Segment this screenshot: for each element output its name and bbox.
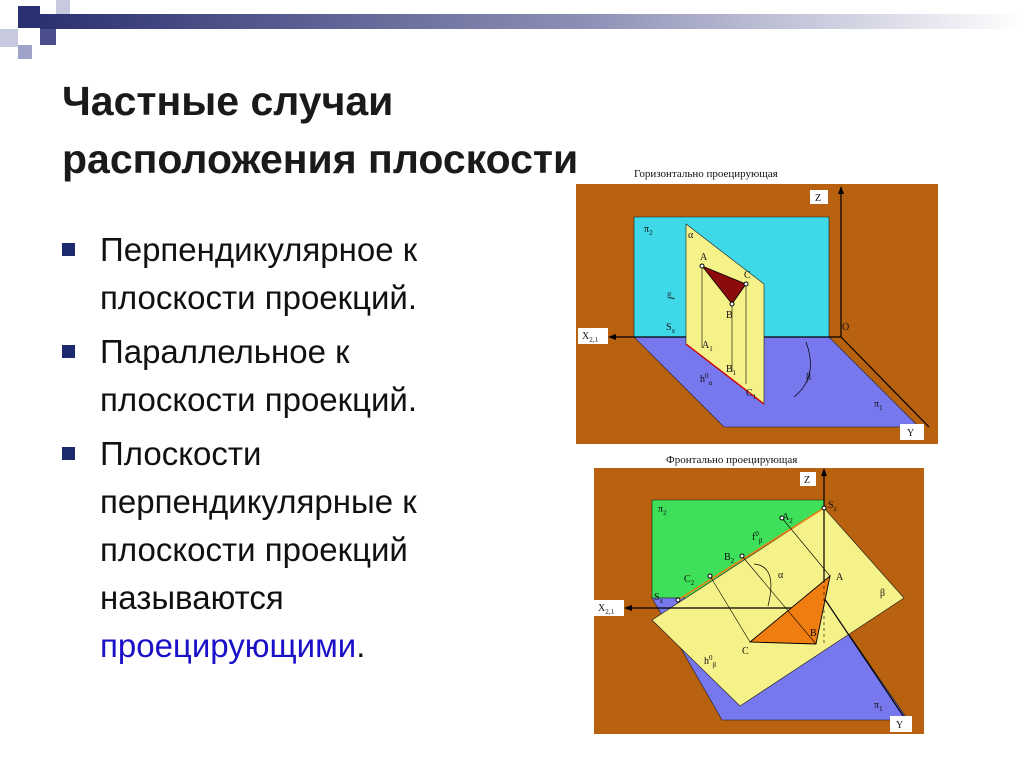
figure-horizontal-projecting xyxy=(574,162,942,446)
point-sz xyxy=(822,506,826,510)
label-pi1: $\pi_1$ xyxy=(874,399,883,412)
figure-caption: Фронтально проецирующая xyxy=(666,454,798,466)
highlight-term: проецирующими xyxy=(100,627,357,664)
bullet-text: Плоскости перпендикулярные к плоскости проекций называются xyxy=(100,435,417,616)
label-b1: $B_1$ xyxy=(726,364,737,377)
label-a: A xyxy=(836,572,844,583)
z-label: Z xyxy=(804,475,811,486)
y-label: Y xyxy=(907,428,915,439)
label-c: C xyxy=(742,646,749,657)
list-item xyxy=(62,430,502,670)
bullet-square-icon xyxy=(62,447,75,460)
label-f: $f^0_\beta$ xyxy=(752,530,763,545)
label-c: C xyxy=(744,270,751,281)
header-decoration xyxy=(0,0,1024,60)
label-alpha: α xyxy=(778,570,784,581)
bullet-square-icon xyxy=(62,345,75,358)
list-item xyxy=(62,226,502,322)
point-c2 xyxy=(708,574,712,578)
bullet-tail: . xyxy=(356,627,366,664)
label-pi2: $\pi_2$ xyxy=(644,224,653,237)
figure-frontal-projecting xyxy=(592,448,926,738)
point-c xyxy=(744,282,748,286)
page-title: Частные случаи расположения плоскости xyxy=(62,78,579,182)
z-label: Z xyxy=(815,193,822,204)
point-b xyxy=(730,302,734,306)
point-b2 xyxy=(740,554,744,558)
label-pi1: $\pi_1$ xyxy=(874,700,883,713)
label-h: $h^0_\beta$ xyxy=(704,654,717,669)
label-sz: $S_z$ xyxy=(828,500,837,513)
label-f: $f^\alpha$ xyxy=(664,291,678,301)
label-c1: $C_1$ xyxy=(746,388,757,401)
origin-label: O xyxy=(842,322,850,333)
label-b: B xyxy=(726,310,733,321)
label-beta: β xyxy=(880,588,886,599)
list-item xyxy=(62,328,502,424)
label-b: B xyxy=(810,628,817,639)
label-a: A xyxy=(700,252,708,263)
x-label: $X_{2,1}$ xyxy=(598,603,614,616)
label-beta: β xyxy=(806,372,812,383)
point-sx xyxy=(676,598,680,602)
x-label: $X_{2,1}$ xyxy=(582,331,598,344)
label-a1: $A_1$ xyxy=(702,340,713,353)
point-a xyxy=(700,264,704,268)
bullet-text: Перпендикулярное к плоскости проекций. xyxy=(100,231,418,316)
figure-caption: Горизонтально проецирующая xyxy=(634,168,778,180)
label-b2: $B_2$ xyxy=(724,552,735,565)
label-sx: $S_x$ xyxy=(654,592,664,605)
label-sx: $S_x$ xyxy=(666,322,676,335)
label-h: $h^0_\alpha$ xyxy=(700,372,713,387)
y-label: Y xyxy=(896,720,904,731)
label-a2: $A_2$ xyxy=(782,512,793,525)
bullet-square-icon xyxy=(62,243,75,256)
label-c2: $C_2$ xyxy=(684,574,695,587)
bullet-list xyxy=(62,226,502,676)
label-pi2: $\pi_2$ xyxy=(658,504,667,517)
label-alpha: α xyxy=(688,230,694,241)
bullet-text: Параллельное к плоскости проекций. xyxy=(100,333,418,418)
